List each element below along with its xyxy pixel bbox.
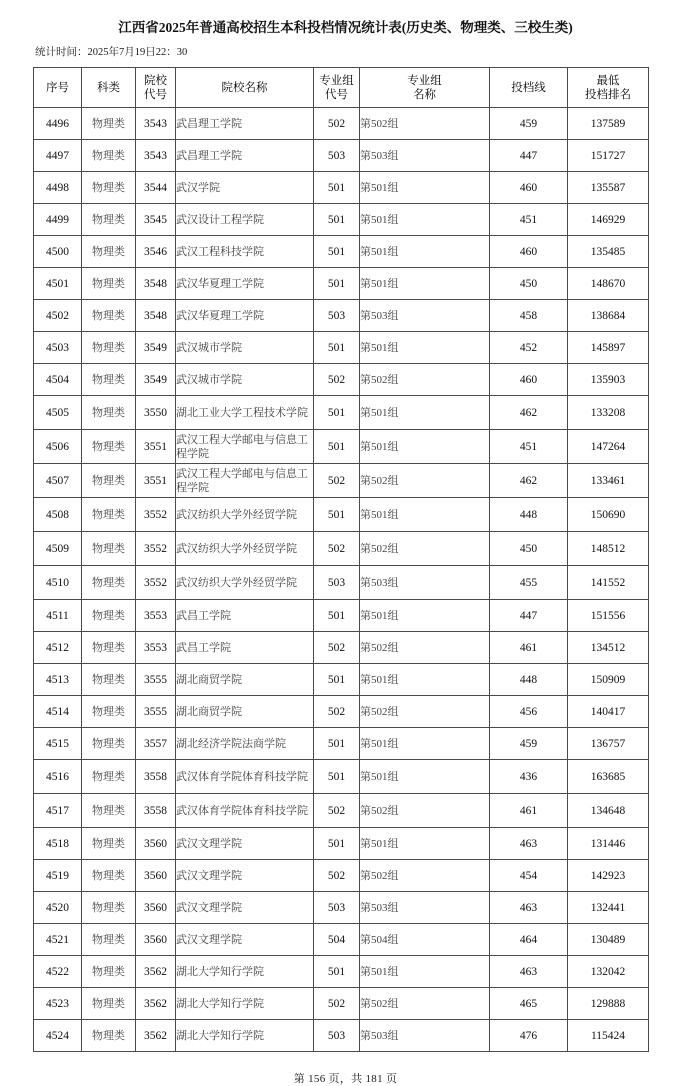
cell-school-code: 3555	[136, 696, 176, 728]
cell-school-name: 武汉工程大学邮电与信息工程学院	[176, 464, 314, 498]
cell-category: 物理类	[82, 268, 136, 300]
cell-seq: 4496	[34, 108, 82, 140]
cell-school-name: 武昌工学院	[176, 600, 314, 632]
cell-score-line: 451	[490, 204, 568, 236]
cell-group-code: 502	[314, 988, 360, 1020]
cell-school-code: 3543	[136, 108, 176, 140]
cell-category: 物理类	[82, 632, 136, 664]
cell-school-code: 3544	[136, 172, 176, 204]
cell-group-code: 502	[314, 464, 360, 498]
table-row	[34, 268, 649, 300]
cell-category: 物理类	[82, 600, 136, 632]
cell-seq: 4497	[34, 140, 82, 172]
cell-lowest-rank: 132042	[568, 956, 649, 988]
table-row	[34, 728, 649, 760]
cell-group-code: 503	[314, 566, 360, 600]
cell-group-code: 501	[314, 172, 360, 204]
cell-seq: 4503	[34, 332, 82, 364]
cell-group-name: 第501组	[360, 204, 490, 236]
cell-lowest-rank: 136757	[568, 728, 649, 760]
cell-category: 物理类	[82, 204, 136, 236]
cell-category: 物理类	[82, 956, 136, 988]
cell-group-name: 第501组	[360, 956, 490, 988]
cell-group-name: 第501组	[360, 828, 490, 860]
cell-lowest-rank: 140417	[568, 696, 649, 728]
cell-lowest-rank: 132441	[568, 892, 649, 924]
column-header-score-line	[490, 68, 568, 108]
column-header-text: 投档线	[511, 81, 546, 94]
cell-seq: 4516	[34, 760, 82, 794]
cell-group-name: 第503组	[360, 1020, 490, 1052]
cell-seq: 4502	[34, 300, 82, 332]
cell-school-code: 3553	[136, 600, 176, 632]
cell-category: 物理类	[82, 988, 136, 1020]
cell-lowest-rank: 131446	[568, 828, 649, 860]
table-row	[34, 1020, 649, 1052]
cell-group-code: 503	[314, 1020, 360, 1052]
cell-school-code: 3549	[136, 332, 176, 364]
column-header-group-name	[360, 68, 490, 108]
column-header-lowest-rank	[568, 68, 649, 108]
cell-score-line: 459	[490, 728, 568, 760]
cell-school-name: 武昌理工学院	[176, 140, 314, 172]
cell-group-code: 501	[314, 430, 360, 464]
table-row	[34, 566, 649, 600]
cell-group-code: 502	[314, 108, 360, 140]
table-row	[34, 430, 649, 464]
cell-category: 物理类	[82, 860, 136, 892]
cell-seq: 4520	[34, 892, 82, 924]
table-row	[34, 828, 649, 860]
cell-school-name: 武汉文理学院	[176, 828, 314, 860]
header-row	[34, 68, 649, 108]
cell-category: 物理类	[82, 364, 136, 396]
cell-seq: 4505	[34, 396, 82, 430]
cell-group-name: 第501组	[360, 498, 490, 532]
cell-school-name: 武汉文理学院	[176, 924, 314, 956]
cell-school-code: 3545	[136, 204, 176, 236]
table-body	[34, 108, 649, 1052]
cell-group-code: 501	[314, 268, 360, 300]
table-row	[34, 464, 649, 498]
cell-group-code: 501	[314, 760, 360, 794]
table-row	[34, 236, 649, 268]
cell-score-line: 460	[490, 172, 568, 204]
cell-lowest-rank: 141552	[568, 566, 649, 600]
cell-school-name: 武汉文理学院	[176, 892, 314, 924]
cell-category: 物理类	[82, 794, 136, 828]
cell-group-code: 501	[314, 664, 360, 696]
cell-group-name: 第502组	[360, 364, 490, 396]
cell-school-name: 湖北商贸学院	[176, 696, 314, 728]
cell-school-code: 3560	[136, 828, 176, 860]
table-row	[34, 600, 649, 632]
cell-group-code: 503	[314, 140, 360, 172]
cell-score-line: 465	[490, 988, 568, 1020]
table-row	[34, 532, 649, 566]
table-row	[34, 924, 649, 956]
cell-group-name: 第501组	[360, 430, 490, 464]
cell-group-name: 第501组	[360, 332, 490, 364]
table-row	[34, 664, 649, 696]
cell-seq: 4510	[34, 566, 82, 600]
table-row	[34, 364, 649, 396]
statistics-timestamp: 统计时间：2025年7月19日22：30	[35, 47, 188, 58]
cell-seq: 4513	[34, 664, 82, 696]
cell-school-code: 3560	[136, 892, 176, 924]
cell-category: 物理类	[82, 924, 136, 956]
cell-school-name: 武昌工学院	[176, 632, 314, 664]
cell-score-line: 463	[490, 956, 568, 988]
cell-school-name: 武汉设计工程学院	[176, 204, 314, 236]
cell-seq: 4509	[34, 532, 82, 566]
cell-group-code: 501	[314, 956, 360, 988]
cell-school-code: 3562	[136, 1020, 176, 1052]
table-row	[34, 760, 649, 794]
cell-group-name: 第502组	[360, 464, 490, 498]
table-row	[34, 794, 649, 828]
cell-score-line: 456	[490, 696, 568, 728]
cell-lowest-rank: 137589	[568, 108, 649, 140]
cell-category: 物理类	[82, 332, 136, 364]
cell-school-name: 湖北大学知行学院	[176, 1020, 314, 1052]
column-header-text: 专业组	[407, 74, 442, 87]
cell-school-name: 武汉纺织大学外经贸学院	[176, 498, 314, 532]
cell-group-name: 第501组	[360, 268, 490, 300]
cell-seq: 4500	[34, 236, 82, 268]
column-header-school-code	[136, 68, 176, 108]
cell-lowest-rank: 145897	[568, 332, 649, 364]
cell-school-name: 武汉文理学院	[176, 860, 314, 892]
cell-category: 物理类	[82, 760, 136, 794]
cell-category: 物理类	[82, 728, 136, 760]
cell-group-code: 501	[314, 204, 360, 236]
cell-school-code: 3552	[136, 532, 176, 566]
cell-group-name: 第501组	[360, 172, 490, 204]
column-header-text: 序号	[46, 81, 69, 94]
cell-lowest-rank: 142923	[568, 860, 649, 892]
cell-group-name: 第502组	[360, 860, 490, 892]
cell-school-code: 3562	[136, 956, 176, 988]
cell-school-code: 3546	[136, 236, 176, 268]
cell-lowest-rank: 163685	[568, 760, 649, 794]
table-row	[34, 892, 649, 924]
cell-group-code: 501	[314, 396, 360, 430]
column-header-text: 名称	[413, 88, 436, 101]
cell-score-line: 455	[490, 566, 568, 600]
cell-school-name: 湖北大学知行学院	[176, 956, 314, 988]
cell-school-name: 武汉纺织大学外经贸学院	[176, 532, 314, 566]
cell-seq: 4504	[34, 364, 82, 396]
cell-group-name: 第501组	[360, 236, 490, 268]
cell-score-line: 454	[490, 860, 568, 892]
cell-school-code: 3549	[136, 364, 176, 396]
table-header	[34, 68, 649, 108]
cell-school-code: 3551	[136, 464, 176, 498]
cell-seq: 4501	[34, 268, 82, 300]
cell-group-name: 第503组	[360, 300, 490, 332]
page-title: 江西省2025年普通高校招生本科投档情况统计表(历史类、物理类、三校生类)	[118, 20, 573, 35]
cell-group-code: 502	[314, 696, 360, 728]
cell-group-name: 第502组	[360, 794, 490, 828]
cell-school-code: 3558	[136, 794, 176, 828]
cell-category: 物理类	[82, 498, 136, 532]
cell-group-code: 502	[314, 794, 360, 828]
cell-score-line: 460	[490, 364, 568, 396]
cell-group-code: 501	[314, 728, 360, 760]
cell-seq: 4514	[34, 696, 82, 728]
cell-seq: 4512	[34, 632, 82, 664]
cell-school-name: 武昌理工学院	[176, 108, 314, 140]
cell-category: 物理类	[82, 108, 136, 140]
cell-school-name: 武汉城市学院	[176, 364, 314, 396]
cell-category: 物理类	[82, 1020, 136, 1052]
cell-school-code: 3551	[136, 430, 176, 464]
cell-group-code: 503	[314, 300, 360, 332]
table-container	[0, 60, 691, 1052]
cell-category: 物理类	[82, 892, 136, 924]
cell-lowest-rank: 129888	[568, 988, 649, 1020]
cell-school-name: 湖北大学知行学院	[176, 988, 314, 1020]
cell-group-code: 501	[314, 236, 360, 268]
table-row	[34, 860, 649, 892]
cell-score-line: 458	[490, 300, 568, 332]
cell-group-code: 504	[314, 924, 360, 956]
cell-seq: 4524	[34, 1020, 82, 1052]
cell-group-name: 第502组	[360, 632, 490, 664]
cell-seq: 4508	[34, 498, 82, 532]
cell-group-name: 第503组	[360, 892, 490, 924]
cell-lowest-rank: 147264	[568, 430, 649, 464]
cell-score-line: 461	[490, 632, 568, 664]
cell-score-line: 447	[490, 140, 568, 172]
cell-group-code: 502	[314, 632, 360, 664]
cell-category: 物理类	[82, 696, 136, 728]
cell-category: 物理类	[82, 566, 136, 600]
cell-school-code: 3560	[136, 924, 176, 956]
cell-school-name: 武汉华夏理工学院	[176, 268, 314, 300]
cell-score-line: 463	[490, 828, 568, 860]
cell-group-name: 第504组	[360, 924, 490, 956]
cell-lowest-rank: 133461	[568, 464, 649, 498]
cell-category: 物理类	[82, 140, 136, 172]
cell-school-name: 武汉纺织大学外经贸学院	[176, 566, 314, 600]
column-header-seq	[34, 68, 82, 108]
cell-score-line: 464	[490, 924, 568, 956]
cell-school-name: 武汉体育学院体育科技学院	[176, 794, 314, 828]
cell-lowest-rank: 134512	[568, 632, 649, 664]
table-row	[34, 300, 649, 332]
cell-score-line: 461	[490, 794, 568, 828]
column-header-text: 专业组	[319, 74, 354, 87]
cell-group-code: 502	[314, 532, 360, 566]
cell-group-code: 502	[314, 364, 360, 396]
cell-category: 物理类	[82, 664, 136, 696]
cell-group-name: 第501组	[360, 396, 490, 430]
cell-category: 物理类	[82, 430, 136, 464]
cell-group-name: 第501组	[360, 664, 490, 696]
cell-school-name: 湖北商贸学院	[176, 664, 314, 696]
table-row	[34, 332, 649, 364]
cell-seq: 4515	[34, 728, 82, 760]
table-row	[34, 204, 649, 236]
cell-lowest-rank: 151556	[568, 600, 649, 632]
column-header-text: 代号	[144, 88, 167, 101]
page-footer: 第 156 页，共 181 页	[293, 1073, 398, 1085]
cell-school-code: 3552	[136, 566, 176, 600]
cell-score-line: 462	[490, 396, 568, 430]
cell-school-name: 湖北工业大学工程技术学院	[176, 396, 314, 430]
column-header-category	[82, 68, 136, 108]
cell-school-code: 3553	[136, 632, 176, 664]
cell-school-code: 3555	[136, 664, 176, 696]
cell-lowest-rank: 150690	[568, 498, 649, 532]
column-header-text: 代号	[325, 88, 348, 101]
cell-school-code: 3550	[136, 396, 176, 430]
cell-category: 物理类	[82, 300, 136, 332]
table-row	[34, 956, 649, 988]
cell-school-code: 3548	[136, 268, 176, 300]
table-row	[34, 696, 649, 728]
cell-lowest-rank: 151727	[568, 140, 649, 172]
cell-lowest-rank: 115424	[568, 1020, 649, 1052]
cell-group-name: 第501组	[360, 600, 490, 632]
cell-seq: 4498	[34, 172, 82, 204]
cell-seq: 4517	[34, 794, 82, 828]
cell-school-name: 湖北经济学院法商学院	[176, 728, 314, 760]
cell-group-code: 502	[314, 860, 360, 892]
cell-lowest-rank: 148670	[568, 268, 649, 300]
cell-score-line: 450	[490, 532, 568, 566]
cell-seq: 4518	[34, 828, 82, 860]
cell-lowest-rank: 150909	[568, 664, 649, 696]
cell-seq: 4521	[34, 924, 82, 956]
cell-school-name: 武汉体育学院体育科技学院	[176, 760, 314, 794]
cell-school-code: 3562	[136, 988, 176, 1020]
column-header-text: 院校名称	[221, 81, 268, 94]
cell-lowest-rank: 130489	[568, 924, 649, 956]
cell-category: 物理类	[82, 464, 136, 498]
cell-school-name: 武汉城市学院	[176, 332, 314, 364]
cell-seq: 4523	[34, 988, 82, 1020]
table-row	[34, 988, 649, 1020]
column-header-text: 科类	[97, 81, 120, 94]
cell-lowest-rank: 135903	[568, 364, 649, 396]
cell-seq: 4511	[34, 600, 82, 632]
cell-group-name: 第502组	[360, 108, 490, 140]
cell-group-name: 第502组	[360, 696, 490, 728]
cell-score-line: 476	[490, 1020, 568, 1052]
cell-school-code: 3548	[136, 300, 176, 332]
cell-school-code: 3557	[136, 728, 176, 760]
cell-score-line: 448	[490, 664, 568, 696]
cell-group-name: 第501组	[360, 728, 490, 760]
cell-lowest-rank: 135485	[568, 236, 649, 268]
cell-category: 物理类	[82, 236, 136, 268]
cell-seq: 4506	[34, 430, 82, 464]
cell-score-line: 436	[490, 760, 568, 794]
cell-group-code: 501	[314, 600, 360, 632]
table-row	[34, 172, 649, 204]
cell-score-line: 452	[490, 332, 568, 364]
cell-category: 物理类	[82, 396, 136, 430]
column-header-group-code	[314, 68, 360, 108]
column-header-school-name	[176, 68, 314, 108]
cell-score-line: 447	[490, 600, 568, 632]
cell-lowest-rank: 134648	[568, 794, 649, 828]
cell-group-code: 501	[314, 828, 360, 860]
cell-score-line: 448	[490, 498, 568, 532]
cell-seq: 4507	[34, 464, 82, 498]
cell-group-name: 第503组	[360, 140, 490, 172]
cell-score-line: 450	[490, 268, 568, 300]
cell-school-name: 武汉工程大学邮电与信息工程学院	[176, 430, 314, 464]
cell-group-code: 503	[314, 892, 360, 924]
cell-seq: 4519	[34, 860, 82, 892]
cell-lowest-rank: 138684	[568, 300, 649, 332]
cell-score-line: 460	[490, 236, 568, 268]
table-row	[34, 108, 649, 140]
cell-lowest-rank: 146929	[568, 204, 649, 236]
cell-score-line: 459	[490, 108, 568, 140]
cell-score-line: 451	[490, 430, 568, 464]
cell-group-code: 501	[314, 498, 360, 532]
cell-lowest-rank: 148512	[568, 532, 649, 566]
cell-category: 物理类	[82, 532, 136, 566]
cell-school-name: 武汉工程科技学院	[176, 236, 314, 268]
column-header-text: 投档排名	[585, 88, 631, 101]
cell-school-name: 武汉学院	[176, 172, 314, 204]
cell-school-code: 3552	[136, 498, 176, 532]
cell-group-name: 第502组	[360, 988, 490, 1020]
admission-score-table	[33, 67, 649, 1052]
cell-seq: 4522	[34, 956, 82, 988]
column-header-text: 院校	[144, 74, 167, 87]
cell-lowest-rank: 135587	[568, 172, 649, 204]
cell-group-code: 501	[314, 332, 360, 364]
cell-school-code: 3558	[136, 760, 176, 794]
cell-category: 物理类	[82, 828, 136, 860]
cell-seq: 4499	[34, 204, 82, 236]
cell-score-line: 462	[490, 464, 568, 498]
cell-category: 物理类	[82, 172, 136, 204]
cell-group-name: 第503组	[360, 566, 490, 600]
cell-school-name: 武汉华夏理工学院	[176, 300, 314, 332]
table-row	[34, 632, 649, 664]
cell-score-line: 463	[490, 892, 568, 924]
cell-group-name: 第502组	[360, 532, 490, 566]
table-row	[34, 140, 649, 172]
table-row	[34, 498, 649, 532]
cell-school-code: 3560	[136, 860, 176, 892]
column-header-text: 最低	[596, 74, 620, 87]
cell-school-code: 3543	[136, 140, 176, 172]
table-row	[34, 396, 649, 430]
cell-lowest-rank: 133208	[568, 396, 649, 430]
cell-group-name: 第501组	[360, 760, 490, 794]
